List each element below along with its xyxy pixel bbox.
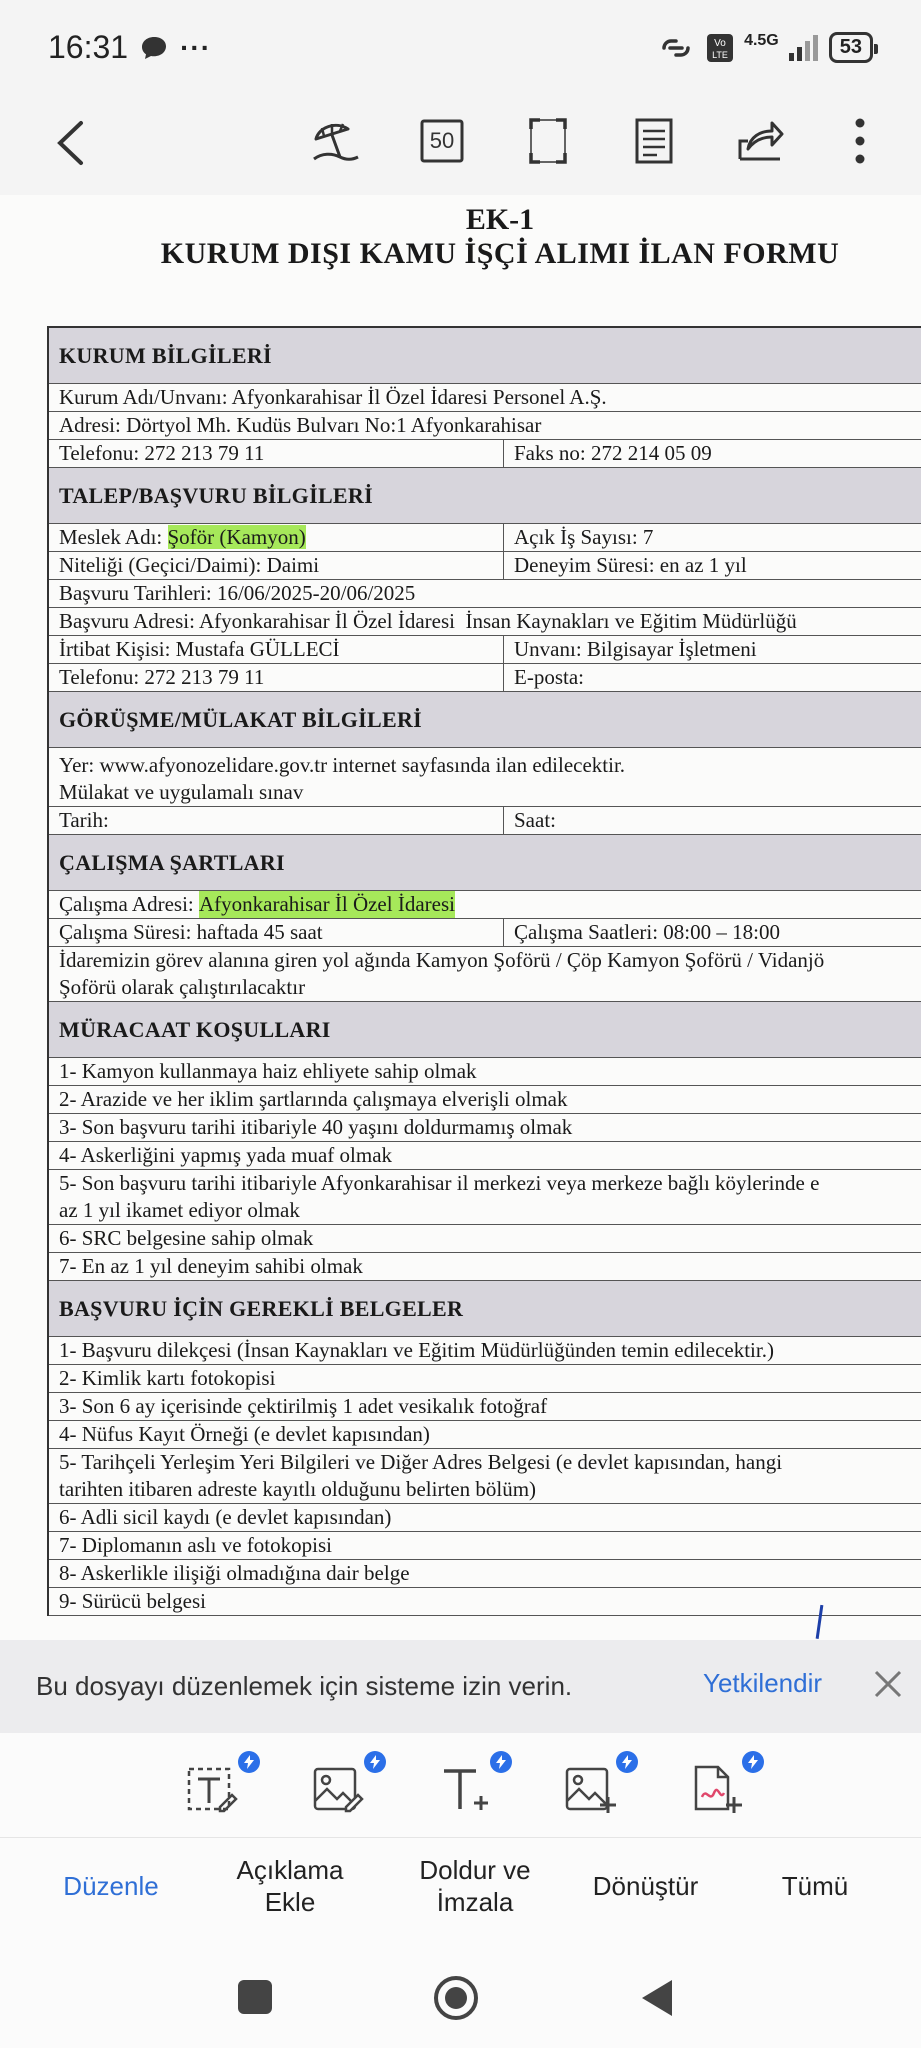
- form-row: Başvuru Tarihleri: 16/06/2025-20/06/2025: [49, 580, 921, 608]
- application-form-table: [47, 326, 921, 1616]
- list-item: 6- Adli sicil kaydı (e devlet kapısından): [49, 1504, 921, 1532]
- beach-umbrella-icon: [310, 115, 362, 167]
- doc-title-ek: EK-1: [465, 203, 535, 236]
- add-signature-tool-button[interactable]: [690, 1763, 750, 1823]
- list-item: 3- Son başvuru tarihi itibariyle 40 yaşını doldurmamış olmak: [49, 1114, 921, 1142]
- back-triangle-icon[interactable]: [636, 1976, 680, 2020]
- network-type: 4.5G: [744, 31, 779, 49]
- section-kurum: KURUM BİLGİLERİ: [49, 328, 921, 384]
- edit-tools-bar: [0, 1733, 921, 1838]
- list-item: 2- Arazide ve her iklim şartlarında çalışmaya elverişli olmak: [49, 1086, 921, 1114]
- list-item: 5- Son başvuru tarihi itibariyle Afyonkarahisar il merkezi veya merkeze bağlı köylerinde e az 1 yıl ikamet ediyor olmak: [49, 1170, 921, 1225]
- tab-aciklama-ekle[interactable]: Açıklama Ekle: [236, 1855, 344, 1917]
- section-gorusme: GÖRÜŞME/MÜLAKAT BİLGİLERİ: [49, 692, 921, 748]
- list-item: 3- Son 6 ay içerisinde çektirilmiş 1 adet vesikalık fotoğraf: [49, 1393, 921, 1421]
- list-item: 4- Nüfus Kayıt Örneği (e devlet kapısından): [49, 1421, 921, 1449]
- svg-text:LTE: LTE: [712, 49, 728, 60]
- chat-notification-icon: [140, 35, 168, 61]
- form-row: Çalışma Süresi: haftada 45 saat Çalışma Saatleri: 08:00 – 18:00: [49, 919, 921, 947]
- chevron-left-icon: [55, 120, 85, 166]
- svg-text:Vo: Vo: [714, 37, 726, 49]
- premium-badge-icon: [364, 1751, 386, 1773]
- page-view-button[interactable]: [628, 111, 680, 171]
- status-bar: [0, 0, 921, 95]
- list-item: 6- SRC belgesine sahip olmak: [49, 1225, 921, 1253]
- edit-image-icon: [312, 1763, 366, 1817]
- form-row: Niteliği (Geçici/Daimi): Daimi Deneyim Süresi: en az 1 yıl: [49, 552, 921, 580]
- form-row: İdaremizin görev alanına giren yol ağında Kamyon Şoförü / Çöp Kamyon Şoförü / Vidanjö Şoförü olarak çalıştırılacaktır: [49, 947, 921, 1002]
- share-icon: [736, 119, 784, 163]
- battery-indicator: 53: [829, 32, 873, 63]
- share-button[interactable]: [734, 111, 786, 171]
- permission-banner: [0, 1640, 921, 1733]
- form-row: Meslek Adı: Şoför (Kamyon) Açık İş Sayısı: 7: [49, 524, 921, 552]
- highlighted-text: Afyonkarahisar İl Özel İdaresi: [199, 892, 455, 916]
- permission-message: Bu dosyayı düzenlemek için sisteme izin verin.: [36, 1671, 573, 1701]
- page-number-button[interactable]: [416, 111, 468, 171]
- back-button[interactable]: [40, 113, 100, 173]
- page-layout-icon: [634, 117, 674, 165]
- list-item: 8- Askerlikle ilişiği olmadığına dair belge: [49, 1560, 921, 1588]
- edit-text-icon: [186, 1763, 240, 1817]
- form-row: Adresi: Dörtyol Mh. Kudüs Bulvarı No:1 Afyonkarahisar: [49, 412, 921, 440]
- close-icon[interactable]: [870, 1666, 906, 1702]
- list-item: 1- Kamyon kullanmaya haiz ehliyete sahip olmak: [49, 1058, 921, 1086]
- status-time: 16:31: [48, 29, 129, 65]
- premium-badge-icon: [490, 1751, 512, 1773]
- viewer-toolbar: [0, 95, 921, 195]
- doc-title-main: KURUM DIŞI KAMU İŞÇİ ALIMI İLAN FORMU: [160, 237, 840, 270]
- reading-mode-button[interactable]: [310, 111, 362, 171]
- list-item: 5- Tarihçeli Yerleşim Yeri Bilgileri ve Diğer Adres Belgesi (e devlet kapısından, hangi tarihten itibaren adreste kayıtlı olduğunu belirten bölüm): [49, 1449, 921, 1504]
- form-row: Tarih: Saat:: [49, 807, 921, 835]
- system-nav-bar: [0, 1948, 921, 2048]
- tab-duzenle[interactable]: Düzenle: [63, 1871, 159, 1901]
- add-image-tool-button[interactable]: [564, 1763, 624, 1823]
- hotspot-link-icon: [656, 33, 696, 63]
- form-row: Telefonu: 272 213 79 11 Faks no: 272 214 05 09: [49, 440, 921, 468]
- section-talep: TALEP/BAŞVURU BİLGİLERİ: [49, 468, 921, 524]
- form-row: Telefonu: 272 213 79 11 E-posta:: [49, 664, 921, 692]
- form-row: Başvuru Adresi: Afyonkarahisar İl Özel İdaresi İnsan Kaynakları ve Eğitim Müdürlüğü: [49, 608, 921, 636]
- list-item: 7- En az 1 yıl deneyim sahibi olmak: [49, 1253, 921, 1281]
- add-text-tool-button[interactable]: [438, 1763, 498, 1823]
- authorize-link[interactable]: Yetkilendir: [703, 1668, 823, 1698]
- volte-icon: [706, 33, 734, 63]
- fullscreen-button[interactable]: [522, 111, 574, 171]
- home-icon[interactable]: [432, 1974, 480, 2022]
- signal-icon: [789, 35, 819, 61]
- form-row: Çalışma Adresi: Afyonkarahisar İl Özel İdaresi: [49, 891, 921, 919]
- add-image-icon: [564, 1763, 618, 1817]
- more-options-button[interactable]: [840, 111, 880, 171]
- section-belgeler: BAŞVURU İÇİN GEREKLİ BELGELER: [49, 1281, 921, 1337]
- recent-apps-icon[interactable]: [234, 1976, 278, 2020]
- tab-donustur[interactable]: Dönüştür: [592, 1871, 699, 1901]
- edit-image-tool-button[interactable]: [312, 1763, 372, 1823]
- page-badge-label: 50: [429, 128, 455, 153]
- form-row: Kurum Adı/Unvanı: Afyonkarahisar İl Özel İdaresi Personel A.Ş.: [49, 384, 921, 412]
- tab-doldur-imzala[interactable]: Doldur ve İmzala: [419, 1855, 531, 1917]
- list-item: 2- Kimlik kartı fotokopisi: [49, 1365, 921, 1393]
- list-item: 4- Askerliğini yapmış yada muaf olmak: [49, 1142, 921, 1170]
- premium-badge-icon: [238, 1751, 260, 1773]
- premium-badge-icon: [616, 1751, 638, 1773]
- premium-badge-icon: [742, 1751, 764, 1773]
- more-vertical-icon: [854, 117, 866, 165]
- fullscreen-icon: [528, 117, 568, 165]
- tab-tumu[interactable]: Tümü: [781, 1871, 849, 1901]
- signature-document-icon: [690, 1763, 744, 1817]
- edit-text-tool-button[interactable]: [186, 1763, 246, 1823]
- highlighted-text: Şoför (Kamyon): [167, 525, 306, 549]
- bottom-tabs: [0, 1838, 921, 1948]
- list-item: 9- Sürücü belgesi: [49, 1588, 921, 1616]
- more-notifications-icon: ···: [180, 31, 212, 63]
- pdf-page[interactable]: [0, 195, 921, 1640]
- form-row: Yer: www.afyonozelidare.gov.tr internet sayfasında ilan edilecektir. Mülakat ve uygulamalı sınav: [49, 748, 921, 807]
- section-calisma: ÇALIŞMA ŞARTLARI: [49, 835, 921, 891]
- list-item: 1- Başvuru dilekçesi (İnsan Kaynakları ve Eğitim Müdürlüğünden temin edilecektir.): [49, 1337, 921, 1365]
- add-text-icon: [438, 1763, 492, 1817]
- list-item: 7- Diplomanın aslı ve fotokopisi: [49, 1532, 921, 1560]
- section-muracaat: MÜRACAAT KOŞULLARI: [49, 1002, 921, 1058]
- form-row: İrtibat Kişisi: Mustafa GÜLLECİ Unvanı: Bilgisayar İşletmeni: [49, 636, 921, 664]
